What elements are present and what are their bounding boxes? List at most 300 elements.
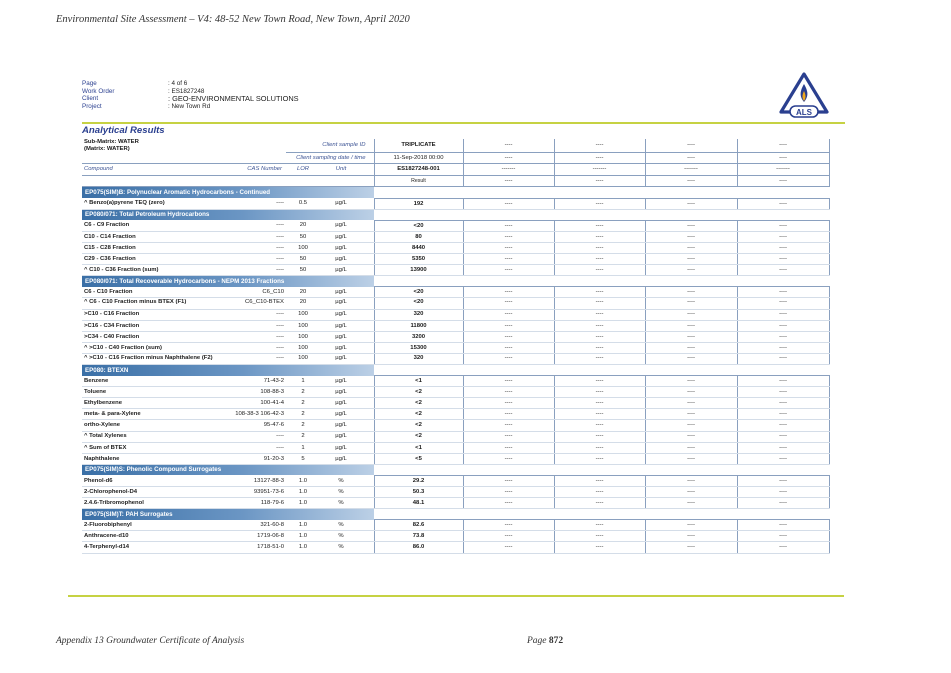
als-logo-icon	[778, 72, 830, 120]
result-value: 48.1	[374, 498, 463, 509]
section-fill-cell	[554, 187, 645, 198]
empty-result: ----	[463, 331, 554, 342]
report-meta	[82, 80, 299, 110]
compound-name: 2-Chlorophenol-D4	[82, 487, 230, 498]
table-row	[82, 242, 829, 253]
lor-value: 50	[286, 254, 320, 265]
client-sample-id-label: Client sample ID	[286, 139, 374, 152]
section-header-row	[82, 276, 829, 287]
section-fill-cell	[374, 209, 463, 220]
compound-name: ^ Sum of BTEX	[82, 442, 230, 453]
spacer-cell	[82, 175, 374, 187]
result-value: 11800	[374, 320, 463, 331]
lor-value: 2	[286, 387, 320, 398]
lor-value: 100	[286, 331, 320, 342]
empty-result: ----	[737, 409, 829, 420]
empty-result: ----	[554, 287, 645, 298]
unit-value: %	[320, 487, 362, 498]
result-value: <2	[374, 398, 463, 409]
empty-result: ----	[554, 309, 645, 320]
result-header: ----	[737, 175, 829, 187]
empty-result: ----	[737, 498, 829, 509]
meta-client-value: : GEO-ENVIRONMENTAL SOLUTIONS	[168, 94, 299, 104]
empty-result: ----	[645, 531, 737, 542]
compound-name: 2-Fluorobiphenyl	[82, 520, 230, 531]
table-row	[82, 531, 829, 542]
sampling-date-value: ----	[463, 152, 554, 164]
page-title: Analytical Results	[82, 125, 165, 136]
empty-result: ----	[737, 520, 829, 531]
unit-value: µg/L	[320, 420, 362, 431]
cas-number: 1718-51-0	[230, 542, 286, 553]
cas-number: ----	[230, 242, 286, 253]
result-value: <2	[374, 420, 463, 431]
cas-number: 1719-06-8	[230, 531, 286, 542]
empty-result: ----	[554, 298, 645, 309]
empty-result: ----	[737, 231, 829, 242]
lor-value: 1	[286, 442, 320, 453]
section-fill-cell	[737, 209, 829, 220]
empty-result: ----	[554, 231, 645, 242]
cas-number: ----	[230, 342, 286, 353]
empty-result: ----	[463, 242, 554, 253]
empty-result: ----	[645, 376, 737, 387]
table-row	[82, 409, 829, 420]
unit-value: µg/L	[320, 254, 362, 265]
compound-name: ^ Total Xylenes	[82, 431, 230, 442]
section-fill-cell	[374, 509, 463, 520]
empty-result: ----	[737, 398, 829, 409]
empty-result: ----	[737, 287, 829, 298]
spacer-cell	[362, 331, 374, 342]
empty-result: ----	[554, 542, 645, 553]
table-row	[82, 398, 829, 409]
section-fill-cell	[645, 209, 737, 220]
section-fill-cell	[463, 276, 554, 287]
result-value: <2	[374, 387, 463, 398]
meta-client-label: Client	[82, 95, 99, 103]
section-header-row	[82, 209, 829, 220]
table-row	[82, 453, 829, 464]
cas-number: 108-38-3 106-42-3	[230, 409, 286, 420]
empty-result: ----	[463, 220, 554, 231]
cas-number: 118-79-6	[230, 498, 286, 509]
lor-value: 20	[286, 220, 320, 231]
section-fill-cell	[554, 509, 645, 520]
spacer-cell	[362, 320, 374, 331]
table-row	[82, 220, 829, 231]
lor-value: 1.0	[286, 520, 320, 531]
table-row	[82, 320, 829, 331]
table-row	[82, 376, 829, 387]
empty-result: ----	[554, 431, 645, 442]
sample-id-value: ----	[463, 139, 554, 152]
result-value: 82.6	[374, 520, 463, 531]
meta-project-label: Project	[82, 102, 102, 110]
cas-number: ----	[230, 309, 286, 320]
spacer-cell	[362, 353, 374, 364]
section-header-row	[82, 464, 829, 475]
section-fill-cell	[554, 364, 645, 375]
empty-result: ----	[737, 487, 829, 498]
empty-result: ----	[463, 287, 554, 298]
empty-result: ----	[554, 398, 645, 409]
result-value: 13900	[374, 265, 463, 276]
lor-value: 1	[286, 376, 320, 387]
empty-result: ----	[463, 298, 554, 309]
spacer-cell	[362, 265, 374, 276]
document-header: Environmental Site Assessment – V4: 48-52 New Town Road, New Town, April 2020	[56, 14, 410, 25]
lor-value: 100	[286, 320, 320, 331]
sub-matrix: Sub-Matrix: WATER	[84, 139, 139, 145]
empty-result: ----	[463, 231, 554, 242]
empty-result: ----	[737, 353, 829, 364]
unit-value: %	[320, 475, 362, 486]
unit-value: µg/L	[320, 320, 362, 331]
result-value: 320	[374, 353, 463, 364]
empty-result: ----	[645, 287, 737, 298]
empty-result: ----	[554, 342, 645, 353]
table-row	[82, 475, 829, 486]
empty-result: ----	[554, 265, 645, 276]
unit-value: %	[320, 498, 362, 509]
section-fill-cell	[645, 187, 737, 198]
empty-result: ----	[645, 320, 737, 331]
lab-id-value: -------	[554, 164, 645, 176]
empty-result: ----	[645, 231, 737, 242]
spacer-cell	[362, 242, 374, 253]
cas-number: ----	[230, 254, 286, 265]
empty-result: ----	[737, 220, 829, 231]
results-table-body	[82, 139, 829, 553]
empty-result: ----	[645, 453, 737, 464]
empty-result: ----	[554, 531, 645, 542]
section-header-row	[82, 509, 829, 520]
cas-number: ----	[230, 320, 286, 331]
empty-result: ----	[645, 353, 737, 364]
spacer-cell	[362, 376, 374, 387]
table-row	[82, 420, 829, 431]
empty-result: ----	[645, 387, 737, 398]
empty-result: ----	[645, 265, 737, 276]
compound-name: >C34 - C40 Fraction	[82, 331, 230, 342]
section-fill-cell	[374, 464, 463, 475]
lor-value: 50	[286, 265, 320, 276]
compound-name: ^ Benzo(a)pyrene TEQ (zero)	[82, 198, 230, 209]
cas-number: ----	[230, 198, 286, 209]
result-value: <1	[374, 442, 463, 453]
header-divider	[82, 122, 845, 124]
unit-value: %	[320, 531, 362, 542]
empty-result: ----	[554, 520, 645, 531]
results-table	[82, 139, 830, 554]
unit-value: µg/L	[320, 398, 362, 409]
empty-result: ----	[645, 309, 737, 320]
section-fill-cell	[463, 464, 554, 475]
section-title: EP080/071: Total Recoverable Hydrocarbons - NEPM 2013 Fractions	[82, 276, 374, 287]
section-fill-cell	[737, 364, 829, 375]
compound-name: C6 - C10 Fraction	[82, 287, 230, 298]
empty-result: ----	[645, 498, 737, 509]
spacer-cell	[362, 431, 374, 442]
empty-result: ----	[737, 542, 829, 553]
section-fill-cell	[374, 364, 463, 375]
empty-result: ----	[463, 498, 554, 509]
lor-value: 100	[286, 242, 320, 253]
lor-value: 0.5	[286, 198, 320, 209]
table-row	[82, 198, 829, 209]
result-value: 80	[374, 231, 463, 242]
sampling-date-value: ----	[737, 152, 829, 164]
section-fill-cell	[737, 276, 829, 287]
header-row-result	[82, 175, 829, 187]
empty-result: ----	[554, 453, 645, 464]
sampling-date-label: Client sampling date / time	[82, 152, 374, 164]
empty-result: ----	[554, 475, 645, 486]
empty-result: ----	[737, 320, 829, 331]
unit-value: µg/L	[320, 220, 362, 231]
empty-result: ----	[463, 254, 554, 265]
unit-value: µg/L	[320, 198, 362, 209]
empty-result: ----	[645, 542, 737, 553]
empty-result: ----	[554, 331, 645, 342]
result-header: ----	[645, 175, 737, 187]
empty-result: ----	[554, 487, 645, 498]
meta-project	[82, 103, 299, 111]
lor-header: LOR	[286, 164, 320, 176]
spacer-cell	[362, 475, 374, 486]
section-title: EP080/071: Total Petroleum Hydrocarbons	[82, 209, 374, 220]
section-fill-cell	[737, 187, 829, 198]
compound-name: Benzene	[82, 376, 230, 387]
section-fill-cell	[463, 364, 554, 375]
sample-id-value: TRIPLICATE	[374, 139, 463, 152]
empty-result: ----	[463, 487, 554, 498]
empty-result: ----	[737, 265, 829, 276]
result-value: <1	[374, 376, 463, 387]
section-fill-cell	[737, 464, 829, 475]
table-row	[82, 498, 829, 509]
spacer-cell	[362, 531, 374, 542]
empty-result: ----	[645, 331, 737, 342]
result-value: 50.3	[374, 487, 463, 498]
meta-client	[82, 95, 299, 103]
section-header-row	[82, 187, 829, 198]
table-row	[82, 431, 829, 442]
empty-result: ----	[463, 453, 554, 464]
cas-number: 91-20-3	[230, 453, 286, 464]
cas-number: ----	[230, 220, 286, 231]
spacer-cell	[362, 487, 374, 498]
empty-result: ----	[554, 387, 645, 398]
lor-value: 50	[286, 231, 320, 242]
cas-number: ----	[230, 231, 286, 242]
empty-result: ----	[737, 309, 829, 320]
page-number-label: Page	[527, 636, 547, 646]
cas-number: ----	[230, 331, 286, 342]
spacer-cell	[362, 198, 374, 209]
compound-name: ^ C6 - C10 Fraction minus BTEX (F1)	[82, 298, 230, 309]
table-row	[82, 342, 829, 353]
empty-result: ----	[737, 431, 829, 442]
result-header: Result	[374, 175, 463, 187]
spacer-cell	[362, 420, 374, 431]
lor-value: 1.0	[286, 487, 320, 498]
compound-name: meta- & para-Xylene	[82, 409, 230, 420]
spacer-cell	[362, 542, 374, 553]
compound-name: >C16 - C34 Fraction	[82, 320, 230, 331]
table-row	[82, 254, 829, 265]
empty-result: ----	[645, 409, 737, 420]
result-value: <5	[374, 453, 463, 464]
spacer-cell	[362, 398, 374, 409]
lor-value: 20	[286, 287, 320, 298]
empty-result: ----	[463, 309, 554, 320]
unit-value: µg/L	[320, 431, 362, 442]
empty-result: ----	[645, 220, 737, 231]
cas-number: ----	[230, 431, 286, 442]
compound-header: Compound	[82, 164, 230, 176]
empty-result: ----	[554, 198, 645, 209]
empty-result: ----	[463, 409, 554, 420]
result-value: <20	[374, 287, 463, 298]
spacer-cell	[362, 298, 374, 309]
section-fill-cell	[374, 187, 463, 198]
table-row	[82, 309, 829, 320]
unit-value: µg/L	[320, 265, 362, 276]
section-fill-cell	[645, 364, 737, 375]
unit-value: µg/L	[320, 353, 362, 364]
cas-number: 93951-73-6	[230, 487, 286, 498]
section-fill-cell	[645, 276, 737, 287]
section-fill-cell	[554, 276, 645, 287]
empty-result: ----	[463, 198, 554, 209]
unit-value: µg/L	[320, 242, 362, 253]
lor-value: 2	[286, 398, 320, 409]
table-row	[82, 520, 829, 531]
empty-result: ----	[463, 265, 554, 276]
lor-value: 100	[286, 353, 320, 364]
meta-work-order-label: Work Order	[82, 87, 115, 95]
section-fill-cell	[737, 509, 829, 520]
meta-project-value: : New Town Rd	[168, 102, 211, 110]
empty-result: ----	[463, 542, 554, 553]
table-row	[82, 487, 829, 498]
spacer-cell	[362, 342, 374, 353]
cas-number: ----	[230, 265, 286, 276]
section-title: EP080: BTEXN	[82, 364, 374, 375]
unit-value: µg/L	[320, 342, 362, 353]
compound-name: ^ >C10 - C16 Fraction minus Naphthalene (F2)	[82, 353, 230, 364]
matrix: (Matrix: WATER)	[84, 145, 130, 152]
spacer-cell	[362, 287, 374, 298]
unit-value: µg/L	[320, 298, 362, 309]
empty-result: ----	[737, 387, 829, 398]
empty-result: ----	[463, 342, 554, 353]
cas-number: 100-41-4	[230, 398, 286, 409]
empty-result: ----	[463, 442, 554, 453]
empty-result: ----	[554, 442, 645, 453]
empty-result: ----	[645, 520, 737, 531]
empty-result: ----	[645, 254, 737, 265]
result-header: ----	[463, 175, 554, 187]
empty-result: ----	[463, 387, 554, 398]
cas-number: 71-43-2	[230, 376, 286, 387]
lab-id-value: -------	[463, 164, 554, 176]
cas-number: ----	[230, 442, 286, 453]
cas-number: 13127-88-3	[230, 475, 286, 486]
empty-result: ----	[645, 342, 737, 353]
lor-value: 100	[286, 342, 320, 353]
unit-value: µg/L	[320, 409, 362, 420]
sample-id-value: ----	[645, 139, 737, 152]
spacer-cell	[362, 231, 374, 242]
empty-result: ----	[463, 431, 554, 442]
sample-id-value: ----	[737, 139, 829, 152]
empty-result: ----	[554, 242, 645, 253]
lor-value: 1.0	[286, 498, 320, 509]
section-title: EP075(SIM)B: Polynuclear Aromatic Hydrocarbons - Continued	[82, 187, 374, 198]
compound-name: ^ >C10 - C40 Fraction (sum)	[82, 342, 230, 353]
compound-name: C10 - C14 Fraction	[82, 231, 230, 242]
empty-result: ----	[554, 220, 645, 231]
cas-number: ----	[230, 353, 286, 364]
compound-name: ortho-Xylene	[82, 420, 230, 431]
spacer-cell	[362, 442, 374, 453]
empty-result: ----	[645, 431, 737, 442]
sampling-date-value: 11-Sep-2018 00:00	[374, 152, 463, 164]
spacer-cell	[362, 309, 374, 320]
page-number	[527, 636, 563, 646]
empty-result: ----	[463, 420, 554, 431]
header-row-columns	[82, 164, 829, 176]
compound-name: 4-Terphenyl-d14	[82, 542, 230, 553]
empty-result: ----	[645, 487, 737, 498]
table-row	[82, 287, 829, 298]
empty-result: ----	[737, 342, 829, 353]
empty-result: ----	[554, 254, 645, 265]
result-value: 5350	[374, 254, 463, 265]
footer-divider	[68, 595, 844, 597]
meta-page-value: : 4 of 6	[168, 80, 188, 87]
empty-result: ----	[737, 376, 829, 387]
empty-result: ----	[737, 198, 829, 209]
table-row	[82, 265, 829, 276]
cas-number: C6_C10	[230, 287, 286, 298]
lor-value: 2	[286, 409, 320, 420]
sampling-date-value: ----	[645, 152, 737, 164]
lor-value: 1.0	[286, 531, 320, 542]
empty-result: ----	[645, 298, 737, 309]
results-table-wrapper	[82, 139, 829, 554]
empty-result: ----	[737, 531, 829, 542]
result-header: ----	[554, 175, 645, 187]
empty-result: ----	[645, 442, 737, 453]
lab-id-value: -------	[645, 164, 737, 176]
compound-name: Ethylbenzene	[82, 398, 230, 409]
cas-number: C6_C10-BTEX	[230, 298, 286, 309]
unit-value: µg/L	[320, 387, 362, 398]
table-row	[82, 442, 829, 453]
header-row-sample-id	[82, 139, 829, 152]
empty-result: ----	[645, 398, 737, 409]
table-row	[82, 353, 829, 364]
compound-name: Phenol-d6	[82, 475, 230, 486]
result-value: <20	[374, 298, 463, 309]
unit-value: µg/L	[320, 331, 362, 342]
lor-value: 5	[286, 453, 320, 464]
empty-result: ----	[645, 475, 737, 486]
